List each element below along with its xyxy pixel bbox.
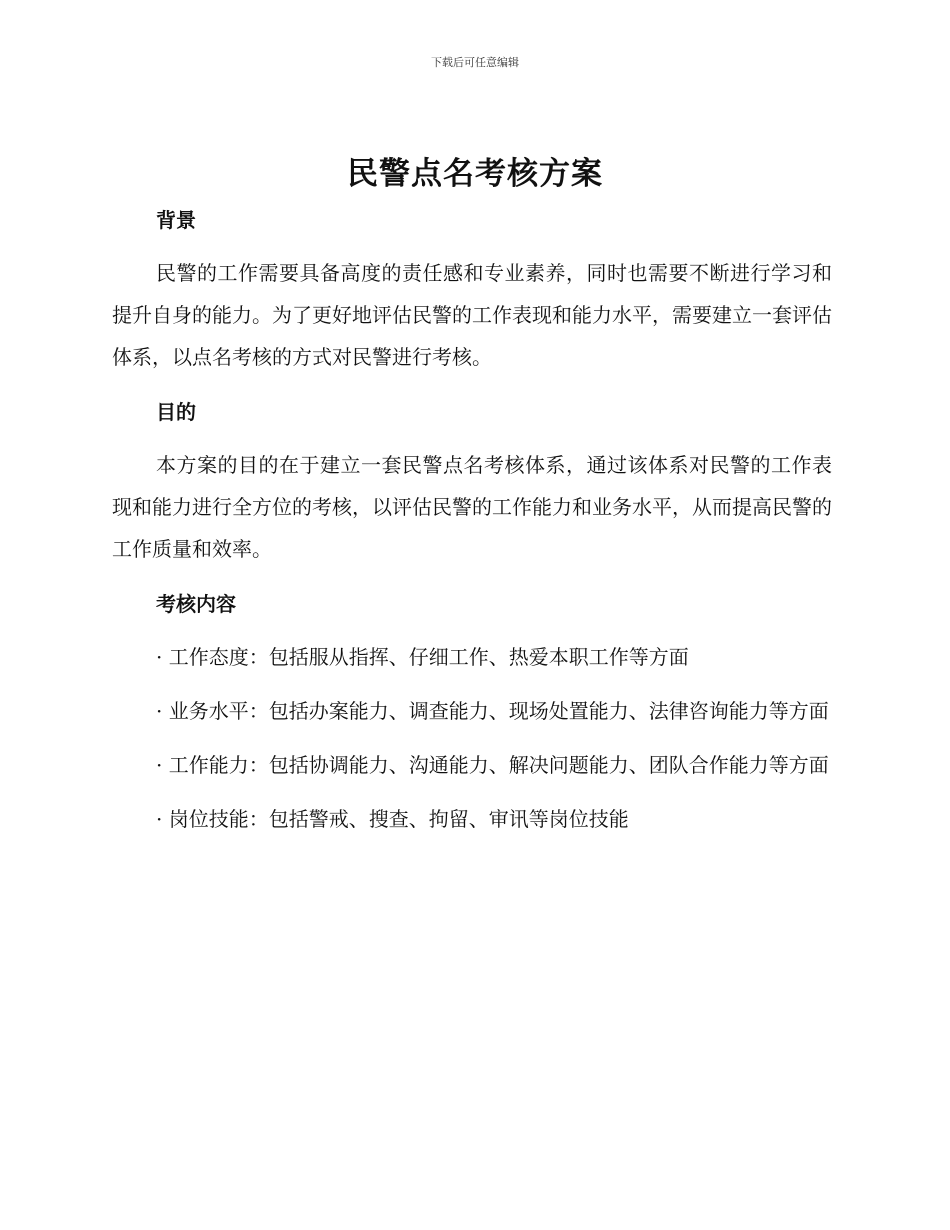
list-item: · 工作态度：包括服从指挥、仔细工作、热爱本职工作等方面 [156,645,689,669]
section-paragraph-background: 民警的工作需要具备高度的责任感和专业素养，同时也需要不断进行学习和提升自身的能力。为了更好地评估民警的工作表现和能力水平，需要建立一套评估体系，以点名考核的方式对民警进行考核。 [112,261,832,369]
document-title: 民警点名考核方案 [347,156,603,192]
list-item: · 工作能力：包括协调能力、沟通能力、解决问题能力、团队合作能力等方面 [156,753,829,777]
document-body [112,200,832,840]
section-heading-background: 背景 [156,208,196,232]
section-paragraph-purpose: 本方案的目的在于建立一套民警点名考核体系，通过该体系对民警的工作表现和能力进行全方位的考核，以评估民警的工作能力和业务水平，从而提高民警的工作质量和效率。 [112,453,832,561]
header-note: 下载后可任意编辑 [431,56,519,69]
list-item: · 业务水平：包括办案能力、调查能力、现场处置能力、法律咨询能力等方面 [156,699,829,723]
section-heading-purpose: 目的 [156,400,196,424]
section-heading-assessment-content: 考核内容 [156,592,236,616]
list-item: · 岗位技能：包括警戒、搜查、拘留、审讯等岗位技能 [156,807,629,831]
